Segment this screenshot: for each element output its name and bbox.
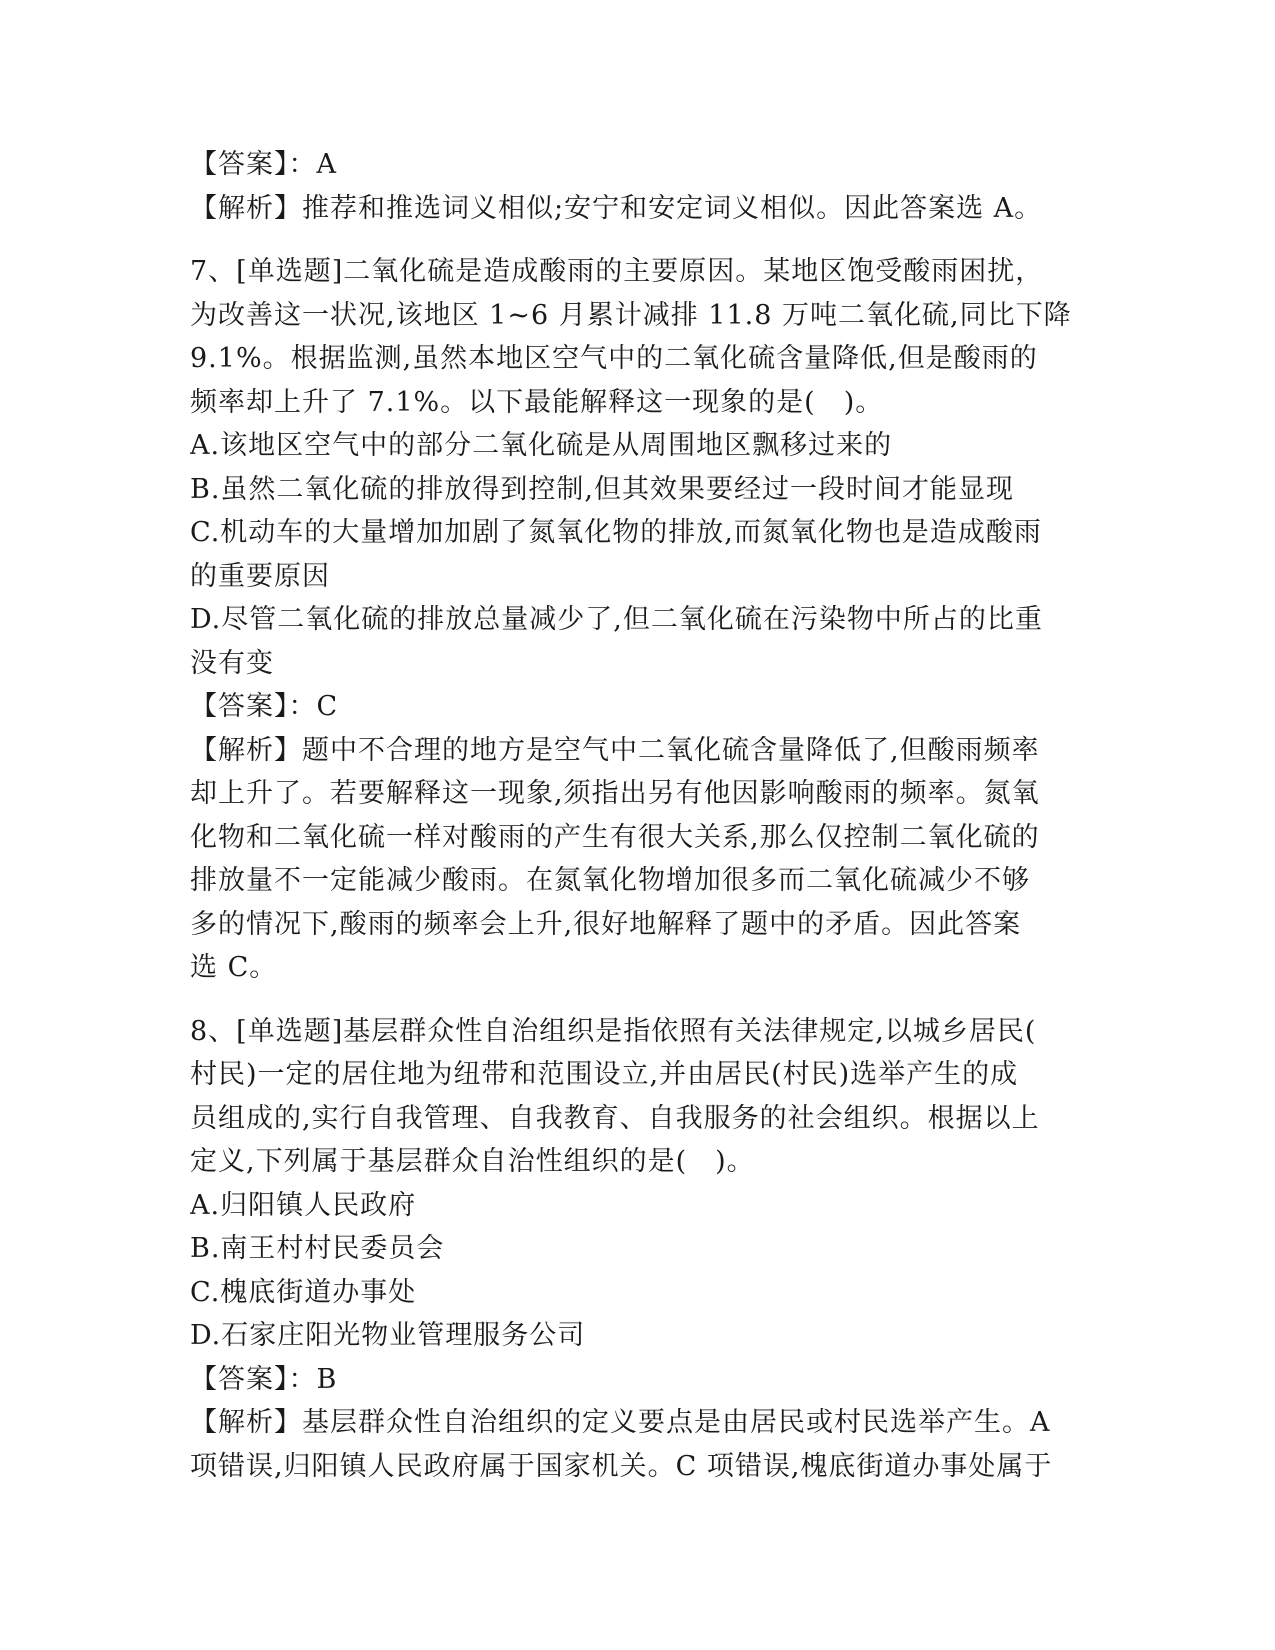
question-stem-line: 定义,下列属于基层群众自治性组织的是( )。 bbox=[190, 1146, 755, 1177]
prev-question-answer bbox=[190, 143, 1090, 230]
answer-line: 【答案】：B bbox=[190, 1363, 338, 1395]
question-stem-line: 8、[单选题]基层群众性自治组织是指依照有关法律规定,以城乡居民( bbox=[190, 1015, 1037, 1047]
analysis-line: 选 C。 bbox=[190, 952, 278, 983]
analysis-line: 【解析】题中不合理的地方是空气中二氧化硫含量降低了,但酸雨频率 bbox=[190, 734, 1040, 766]
question-stem-line: 7、[单选题]二氧化硫是造成酸雨的主要原因。某地区饱受酸雨困扰， bbox=[190, 256, 1044, 287]
option-a: A.归阳镇人民政府 bbox=[190, 1189, 417, 1221]
option-c: C.槐底街道办事处 bbox=[190, 1276, 417, 1308]
option-d: D.尽管二氧化硫的排放总量减少了,但二氧化硫在污染物中所占的比重 bbox=[190, 604, 1043, 635]
option-c-cont: 的重要原因 bbox=[190, 560, 330, 592]
option-a: A.该地区空气中的部分二氧化硫是从周围地区飘移过来的 bbox=[190, 430, 893, 461]
analysis-line: 却上升了。若要解释这一现象,须指出另有他因影响酸雨的频率。氮氧 bbox=[190, 778, 1040, 809]
analysis-line: 项错误,归阳镇人民政府属于国家机关。C 项错误,槐底街道办事处属于 bbox=[190, 1450, 1053, 1482]
answer-line: 【答案】：A bbox=[190, 149, 337, 180]
option-c: C.机动车的大量增加加剧了氮氧化物的排放,而氮氧化物也是造成酸雨 bbox=[190, 517, 1042, 548]
option-d-cont: 没有变 bbox=[190, 647, 274, 679]
question-8 bbox=[190, 1010, 1090, 1489]
analysis-line: 排放量不一定能减少酸雨。在氮氧化物增加很多而二氧化硫减少不够 bbox=[190, 865, 1030, 896]
question-7 bbox=[190, 250, 1090, 990]
question-stem-line: 频率却上升了 7.1%。以下最能解释这一现象的是( )。 bbox=[190, 386, 884, 418]
document-page bbox=[190, 143, 1090, 1643]
question-stem-line: 员组成的,实行自我管理、自我教育、自我服务的社会组织。根据以上 bbox=[190, 1102, 1040, 1134]
analysis-line: 【解析】推荐和推选词义相似;安宁和安定词义相似。因此答案选 A。 bbox=[190, 192, 1043, 224]
option-b: B.南王村村民委员会 bbox=[190, 1233, 445, 1264]
question-stem-line: 9.1%。根据监测,虽然本地区空气中的二氧化硫含量降低,但是酸雨的 bbox=[190, 343, 1038, 374]
question-stem-line: 村民)一定的居住地为纽带和范围设立,并由居民(村民)选举产生的成 bbox=[190, 1059, 1019, 1090]
option-d: D.石家庄阳光物业管理服务公司 bbox=[190, 1320, 586, 1351]
analysis-line: 化物和二氧化硫一样对酸雨的产生有很大关系,那么仅控制二氧化硫的 bbox=[190, 821, 1040, 853]
option-b: B.虽然二氧化硫的排放得到控制,但其效果要经过一段时间才能显现 bbox=[190, 473, 1015, 505]
question-stem-line: 为改善这一状况,该地区 1~6 月累计减排 11.8 万吨二氧化硫,同比下降 bbox=[190, 299, 1072, 331]
analysis-line: 【解析】基层群众性自治组织的定义要点是由居民或村民选举产生。A bbox=[190, 1407, 1051, 1438]
analysis-line: 多的情况下,酸雨的频率会上升,很好地解释了题中的矛盾。因此答案 bbox=[190, 908, 1022, 940]
answer-line: 【答案】：C bbox=[190, 691, 339, 722]
